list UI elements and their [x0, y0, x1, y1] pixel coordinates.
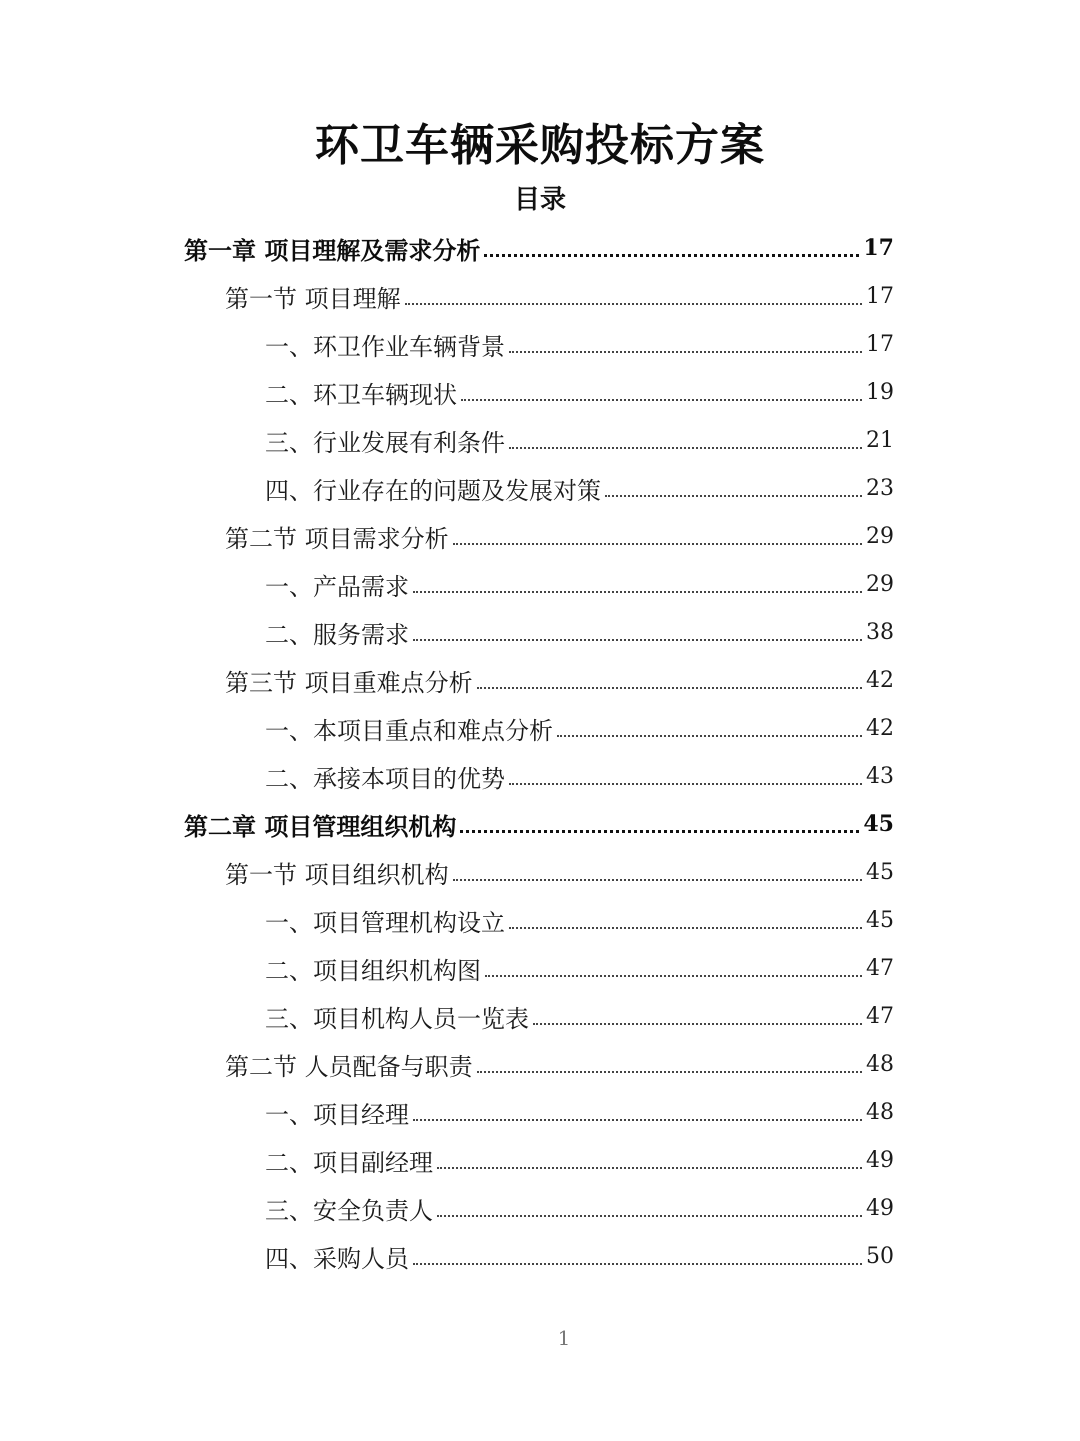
toc-entry-page-number: 29: [866, 571, 894, 597]
toc-item-entry[interactable]: [0, 560, 1080, 608]
toc-entry-page-number: 23: [866, 475, 894, 501]
toc-item-entry[interactable]: [0, 464, 1080, 512]
toc-entry-label: 二、环卫车辆现状: [265, 380, 457, 409]
toc-item-entry[interactable]: [0, 1088, 1080, 1136]
toc-dot-leader: [509, 783, 862, 785]
toc-entry-page-number: 21: [866, 427, 894, 453]
toc-dot-leader: [413, 639, 862, 641]
toc-dot-leader: [509, 447, 862, 449]
toc-entry-label: 二、服务需求: [265, 620, 409, 649]
toc-entry-label: 二、承接本项目的优势: [265, 764, 505, 793]
toc-section-entry[interactable]: [0, 848, 1080, 896]
toc-entry-page-number: 38: [866, 619, 894, 645]
toc-dot-leader: [405, 303, 862, 305]
toc-section-entry[interactable]: [0, 272, 1080, 320]
toc-entry-label: 第一章 项目理解及需求分析: [184, 236, 481, 265]
toc-dot-leader: [453, 543, 862, 545]
toc-item-entry[interactable]: [0, 944, 1080, 992]
toc-item-entry[interactable]: [0, 704, 1080, 752]
toc-item-entry[interactable]: [0, 896, 1080, 944]
toc-item-entry[interactable]: [0, 752, 1080, 800]
toc-dot-leader: [460, 830, 859, 833]
toc-heading: 目录: [513, 185, 566, 215]
toc-entry-label: 第一节 项目理解: [225, 284, 401, 313]
toc-dot-leader: [477, 687, 862, 689]
toc-item-entry[interactable]: [0, 320, 1080, 368]
toc-entry-label: 第二节 人员配备与职责: [225, 1052, 473, 1081]
toc-chapter-entry[interactable]: [0, 224, 1080, 272]
page-number: 1: [557, 1326, 571, 1350]
toc-dot-leader: [485, 975, 862, 977]
toc-entry-label: 一、环卫作业车辆背景: [265, 332, 505, 361]
toc-chapter-entry[interactable]: [0, 800, 1080, 848]
toc-entry-page-number: 42: [866, 715, 894, 741]
toc-entry-label: 第三节 项目重难点分析: [225, 668, 473, 697]
toc-dot-leader: [477, 1071, 862, 1073]
toc-item-entry[interactable]: [0, 1136, 1080, 1184]
toc-entry-label: 第一节 项目组织机构: [225, 860, 449, 889]
toc-entry-label: 四、行业存在的问题及发展对策: [265, 476, 601, 505]
toc-dot-leader: [484, 254, 859, 257]
toc-dot-leader: [413, 591, 862, 593]
toc-item-entry[interactable]: [0, 1232, 1080, 1280]
toc-entry-page-number: 17: [863, 235, 894, 261]
toc-entry-label: 四、采购人员: [265, 1244, 409, 1273]
toc-entry-label: 一、项目管理机构设立: [265, 908, 505, 937]
document-title: 环卫车辆采购投标方案: [315, 120, 765, 171]
toc-dot-leader: [533, 1023, 862, 1025]
toc-item-entry[interactable]: [0, 416, 1080, 464]
toc-entry-page-number: 17: [866, 331, 894, 357]
toc-dot-leader: [461, 399, 862, 401]
toc-section-entry[interactable]: [0, 1040, 1080, 1088]
toc-dot-leader: [605, 495, 862, 497]
toc-dot-leader: [509, 351, 862, 353]
toc-entry-page-number: 42: [866, 667, 894, 693]
toc-dot-leader: [413, 1119, 862, 1121]
toc-item-entry[interactable]: [0, 1184, 1080, 1232]
toc-dot-leader: [437, 1215, 862, 1217]
toc-dot-leader: [437, 1167, 862, 1169]
toc-entry-page-number: 17: [866, 283, 894, 309]
toc-entry-page-number: 49: [866, 1147, 894, 1173]
toc-entry-label: 一、项目经理: [265, 1100, 409, 1129]
toc-entry-page-number: 19: [866, 379, 894, 405]
toc-entry-page-number: 47: [866, 955, 894, 981]
toc-entry-page-number: 50: [866, 1243, 894, 1269]
toc-entry-label: 一、本项目重点和难点分析: [265, 716, 553, 745]
toc-dot-leader: [453, 879, 862, 881]
toc-entry-label: 第二节 项目需求分析: [225, 524, 449, 553]
toc-entry-page-number: 47: [866, 1003, 894, 1029]
toc-section-entry[interactable]: [0, 656, 1080, 704]
toc-entry-label: 第二章 项目管理组织机构: [184, 812, 457, 841]
toc-entry-label: 一、产品需求: [265, 572, 409, 601]
table-of-contents: [0, 224, 1080, 1280]
toc-entry-page-number: 48: [866, 1051, 894, 1077]
toc-dot-leader: [413, 1263, 862, 1265]
toc-entry-label: 三、项目机构人员一览表: [265, 1004, 529, 1033]
toc-entry-label: 二、项目组织机构图: [265, 956, 481, 985]
toc-entry-page-number: 49: [866, 1195, 894, 1221]
toc-entry-page-number: 29: [866, 523, 894, 549]
toc-item-entry[interactable]: [0, 368, 1080, 416]
toc-entry-label: 二、项目副经理: [265, 1148, 433, 1177]
toc-item-entry[interactable]: [0, 992, 1080, 1040]
toc-entry-label: 三、安全负责人: [265, 1196, 433, 1225]
toc-entry-page-number: 48: [866, 1099, 894, 1125]
toc-entry-page-number: 45: [863, 811, 894, 837]
toc-entry-page-number: 45: [866, 907, 894, 933]
toc-entry-page-number: 43: [866, 763, 894, 789]
toc-entry-label: 三、行业发展有利条件: [265, 428, 505, 457]
toc-dot-leader: [557, 735, 862, 737]
toc-entry-page-number: 45: [866, 859, 894, 885]
toc-item-entry[interactable]: [0, 608, 1080, 656]
toc-section-entry[interactable]: [0, 512, 1080, 560]
toc-dot-leader: [509, 927, 862, 929]
